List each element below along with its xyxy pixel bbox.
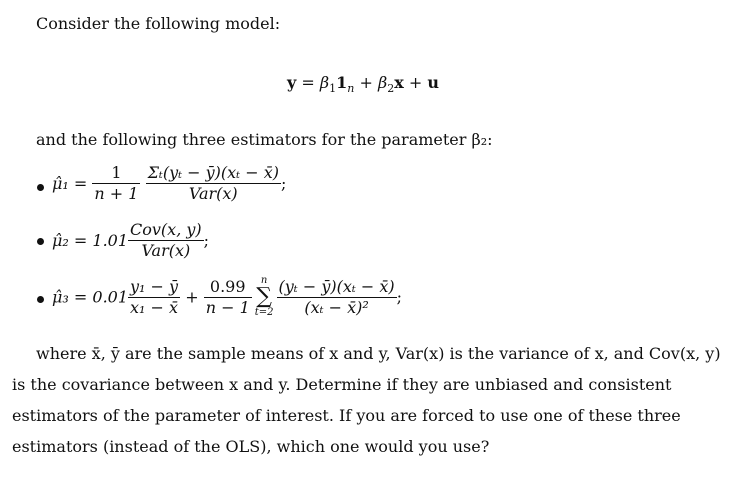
bullet-3 — [37, 296, 44, 303]
est3-end: ; — [396, 287, 403, 307]
est2-symbol: μ̂₂ = 1.01 — [52, 231, 129, 250]
model-lhs: y — [287, 73, 297, 92]
est3-f3-num: (yₜ − ȳ)(xₜ − x̄) — [278, 276, 395, 296]
est2-frac — [128, 220, 204, 261]
estimator-2 — [52, 220, 209, 261]
model-eq: = — [301, 73, 315, 92]
est2-end: ; — [203, 231, 210, 250]
est3-f2-num: 0.99 — [209, 276, 246, 296]
est3-sum-sign: ∑ — [256, 284, 272, 309]
est3-plus: + — [185, 287, 199, 307]
model-plus: + — [359, 73, 373, 92]
est1-main-frac — [146, 163, 281, 204]
est3-f1-den: x₁ − x̄ — [130, 297, 179, 317]
model-b2-sub: 2 — [387, 82, 395, 96]
model-one: 1 — [336, 73, 348, 92]
lead-text: and the following three estimators for the parameter β₂: — [36, 130, 493, 149]
est3-sum — [255, 276, 274, 318]
est1-end: ; — [280, 174, 287, 193]
est3-f3-den: (xₜ − x̄)² — [304, 297, 369, 317]
model-b2: β — [377, 73, 388, 92]
model-equation — [287, 73, 439, 95]
model-b1-sub: 1 — [329, 82, 337, 96]
est2-den: Var(x) — [141, 241, 191, 260]
model-plus2: + — [408, 73, 423, 92]
bullet-2 — [37, 238, 44, 245]
est3-frac-2 — [204, 277, 252, 318]
est3-f1-num: y₁ − ȳ — [130, 276, 179, 296]
est1-coef-den: n + 1 — [94, 184, 139, 203]
est3-sum-top: n — [260, 275, 268, 286]
model-one-sub: n — [347, 82, 355, 96]
est1-coef-num: 1 — [111, 163, 122, 182]
model-u: u — [427, 73, 439, 92]
est1-symbol: μ̂₁ = — [52, 174, 88, 193]
est1-coef-frac — [92, 163, 140, 204]
est2-num: Cov(x, y) — [130, 220, 202, 239]
est1-num: Σₜ(yₜ − ȳ)(xₜ − x̄) — [147, 163, 279, 182]
est1-den: Var(x) — [188, 184, 238, 203]
intro-text: Consider the following model: — [36, 14, 281, 33]
est3-sum-bot: t=2 — [254, 307, 274, 318]
model-x: x — [394, 73, 404, 92]
est3-symbol: μ̂₃ = 0.01 — [52, 287, 129, 307]
question-text: where x̄, ȳ are the sample means of x and y, Var(x) is the variance of x, and Cov(x, y) is the covariance between x and y. Determine if they are unbiased and consistent estimators of the parameter of interest. If you are forced to use one of these three estimators (instead of the OLS), which one would you use? — [12, 344, 721, 456]
est3-frac-3 — [277, 277, 397, 318]
est3-frac-1 — [128, 277, 180, 318]
estimator-1 — [52, 163, 286, 204]
model-b1: β — [319, 73, 330, 92]
est3-f2-den: n − 1 — [205, 297, 250, 317]
bullet-1 — [37, 184, 44, 191]
estimator-3 — [52, 276, 402, 318]
